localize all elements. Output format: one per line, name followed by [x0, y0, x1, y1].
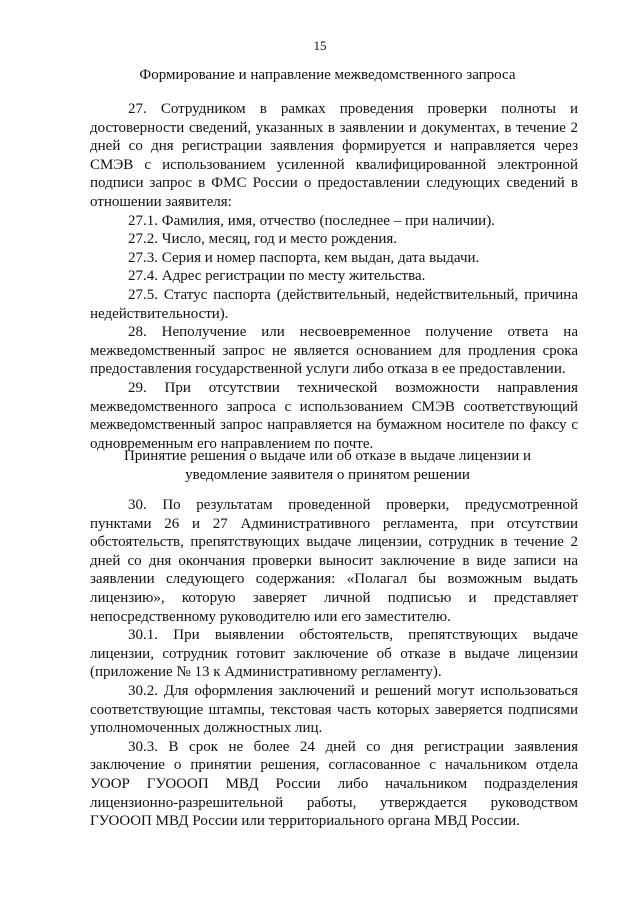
- section-heading-line-1: Принятие решения о выдаче или об отказе в выдаче лицензии и: [123, 448, 532, 464]
- paragraph-27-3: 27.3. Серия и номер паспорта, кем выдан, дата выдачи.: [128, 249, 480, 266]
- section-heading-line-2: уведомление заявителя о принятом решении: [185, 467, 470, 483]
- section-body-license-decision: [90, 496, 578, 831]
- paragraph-29: 29. При отсутствии технической возможности направления межведомственного запроса с использованием СМЭВ соответствующий межведомственный запрос направляется на бумажном носителе по факсу с одновременным его направлением по почте.: [90, 379, 578, 452]
- paragraph-28: 28. Неполучение или несвоевременное получение ответа на межведомственный запрос не является основанием для продления срока предоставления государственной услуги либо отказа в ее предоставлении.: [90, 324, 578, 378]
- paragraph-27-5: 27.5. Статус паспорта (действительный, недействительный, причина недействительности).: [90, 286, 578, 322]
- section-heading-interagency-request: Формирование и направление межведомственного запроса: [139, 67, 516, 83]
- paragraph-30-1: 30.1. При выявлении обстоятельств, препятствующих выдаче лицензии, сотрудник готовит заключение об отказе в выдаче лицензии (приложение № 13 к Административному регламенту).: [90, 627, 578, 681]
- paragraph-27-1: 27.1. Фамилия, имя, отчество (последнее – при наличии).: [128, 212, 495, 229]
- paragraph-30: 30. По результатам проведенной проверки, предусмотренной пунктами 26 и 27 Административного регламента, при отсутствии обстоятельств, препятствующих выдаче лицензии, сотрудник в течение 2 дней со дня окончания проверки выносит заключение в виде записи на заявлении следующего содержания: «Полагал бы возможным выдать лицензию», которую заверяет личной подписью и представляет непосредственному руководителю или его заместителю.: [90, 497, 578, 625]
- section-heading-license-decision: [90, 447, 565, 485]
- paragraph-30-3: 30.3. В срок не более 24 дней со дня регистрации заявления заключение о принятии решения, согласованное с начальником отдела УООР ГУОООП МВД России либо начальником подразделения лицензионно-разрешительной работы, утверждается руководством ГУОООП МВД России или территориального органа МВД России.: [90, 738, 578, 830]
- page-number: 15: [313, 38, 327, 53]
- section-body-interagency-request: [90, 100, 578, 453]
- paragraph-27-4: 27.4. Адрес регистрации по месту жительства.: [128, 268, 426, 285]
- paragraph-30-2: 30.2. Для оформления заключений и решений могут использоваться соответствующие штампы, текстовая часть которых заверяется подписями уполномоченных должностных лиц.: [90, 682, 578, 737]
- paragraph-27-2: 27.2. Число, месяц, год и место рождения.: [128, 231, 398, 248]
- paragraph-27: 27. Сотрудником в рамках проведения проверки полноты и достоверности сведений, указанных в заявлении и документах, в течение 2 дней со дня регистрации заявления формируется и направляется через СМЭВ с использованием усиленной квалифицированной электронной подписи запрос в ФМС России о предоставлении следующих сведений в отношении заявителя:: [90, 101, 578, 210]
